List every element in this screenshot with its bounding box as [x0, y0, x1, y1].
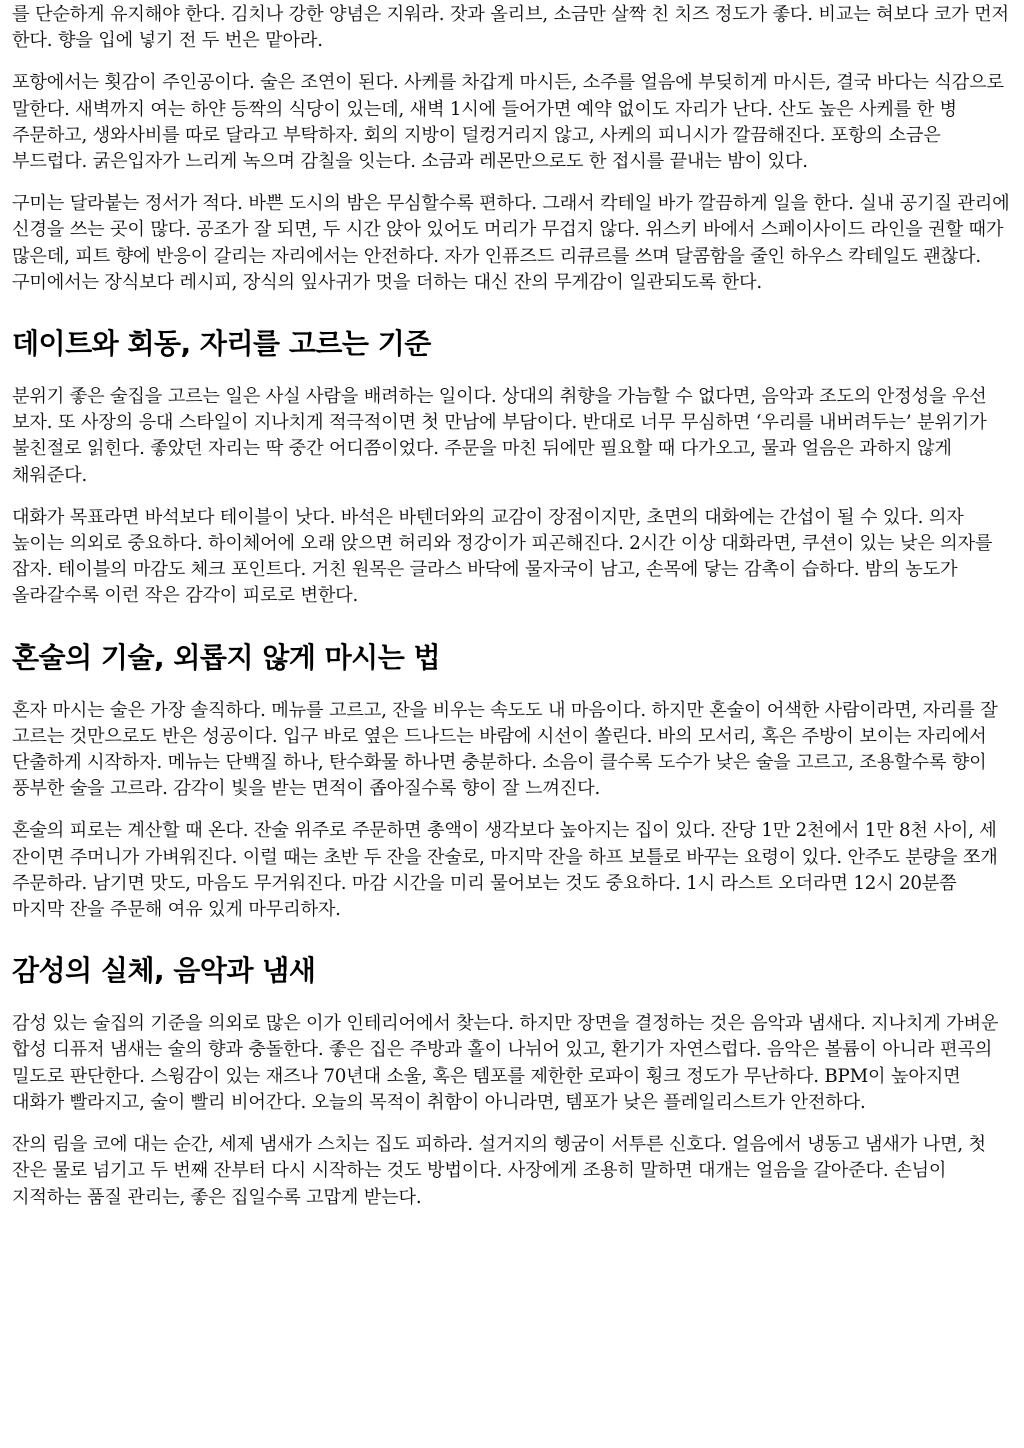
section-heading: 감성의 실체, 음악과 냄새 [12, 954, 316, 988]
section-paragraph: 분위기 좋은 술집을 고르는 일은 사실 사람을 배려하는 일이다. 상대의 취향을 가늠할 수 없다면, 음악과 조도의 안정성을 우선 보자. 또 사장의 응대 스타일이 지나치게 적극적이면 첫 만남에 부담이다. 반대로 너무 무심하면 ‘우리를 내버려두는’ 분위기가 불친절로 읽힌다. 좋았던 자리는 딱 중간 어디쯤이었다. 주문을 마친 뒤에만 필요할 때 다가오고, 물과 얼음은 과하지 않게 채워준다. [12, 386, 987, 486]
section-heading: 데이트와 회동, 자리를 고르는 기준 [12, 327, 431, 361]
section-paragraph: 잔의 림을 코에 대는 순간, 세제 냄새가 스치는 집도 피하라. 설거지의 헹굼이 서투른 신호다. 얼음에서 냉동고 냄새가 나면, 첫 잔은 물로 넘기고 두 번째 잔부터 다시 시작하는 것도 방법이다. 사장에게 조용히 말하면 대개는 얼음을 갈아준다. 손님이 지적하는 품질 관리는, 좋은 집일수록 고맙게 받는다. [12, 1134, 986, 1208]
section-paragraph: 대화가 목표라면 바석보다 테이블이 낫다. 바석은 바텐더와의 교감이 장점이지만, 초면의 대화에는 간섭이 될 수 있다. 의자 높이는 의외로 중요하다. 하이체어에 오래 앉으면 허리와 정강이가 피곤해진다. 2시간 이상 대화라면, 쿠션이 있는 낮은 의자를 잡자. 테이블의 마감도 체크 포인트다. 거친 원목은 글라스 바닥에 물자국이 남고, 손목에 닿는 감촉이 습하다. 밤의 농도가 올라갈수록 이런 작은 감각이 피로로 변한다. [12, 506, 993, 607]
section-date-and-meeting [12, 326, 1010, 610]
section-paragraph: 감성 있는 술집의 기준을 의외로 많은 이가 인테리어에서 찾는다. 하지만 장면을 결정하는 것은 음악과 냄새다. 지나치게 가벼운 합성 디퓨저 냄새는 술의 향과 충돌한다. 좋은 집은 주방과 홀이 나뉘어 있고, 환기가 자연스럽다. 음악은 볼륨이 아니라 편곡의 밀도로 판단한다. 스윙감이 있는 재즈나 70년대 소울, 혹은 템포를 제한한 로파이 횡크 정도가 무난하다. BPM이 높아지면 대화가 빨라지고, 술이 빨리 비어간다. 오늘의 목적이 취함이 아니라면, 템포가 낮은 플레일리스트가 안전하다. [12, 1013, 999, 1113]
section-paragraph: 혼술의 피로는 계산할 때 온다. 잔술 위주로 주문하면 총액이 생각보다 높아지는 집이 있다. 잔당 1만 2천에서 1만 8천 사이, 세 잔이면 주머니가 가벼워진다. 이럴 때는 초반 두 잔을 잔술로, 마지막 잔을 하프 보틀로 바꾸는 요령이 있다. 안주도 분량을 쪼개 주문하라. 남기면 맛도, 마음도 무거워진다. 마감 시간을 미리 물어보는 것도 중요하다. 1시 라스트 오더라면 12시 20분쯤 마지막 잔을 주문해 여유 있게 마무리하자. [12, 820, 998, 921]
intro-paragraph-3: 구미는 달라붙는 정서가 적다. 바쁜 도시의 밤은 무심할수록 편하다. 그래서 칵테일 바가 깔끔하게 일을 한다. 실내 공기질 관리에 신경을 쓰는 곳이 많다. 공조가 잘 되면, 두 시간 앉아 있어도 머리가 무겁지 않다. 위스키 바에서 스페이사이드 라인을 권할 때가 많은데, 피트 향에 반응이 갈리는 자리에서는 안전하다. 자가 인퓨즈드 리큐르를 쓰며 달콤함을 줄인 하우스 칵테일도 괜찮다. 구미에서는 장식보다 레시피, 장식의 잎사귀가 멋을 더하는 대신 잔의 무게감이 일관되도록 한다. [12, 193, 1010, 293]
intro-paragraph-1: 를 단순하게 유지해야 한다. 김치나 강한 양념은 지워라. 잣과 올리브, 소금만 살짝 친 치즈 정도가 좋다. 비교는 혀보다 코가 먼저 한다. 향을 입에 넣기 전 두 번은 맡아라. [12, 4, 1009, 52]
section-paragraph: 혼자 마시는 술은 가장 솔직하다. 메뉴를 고르고, 잔을 비우는 속도도 내 마음이다. 하지만 혼술이 어색한 사람이라면, 자리를 잘 고르는 것만으로도 반은 성공이다. 입구 바로 옆은 드나드는 바람에 시선이 쏠린다. 바의 모서리, 혹은 주방이 보이는 자리에서 단출하게 시작하자. 메뉴는 단백질 하나, 탄수화물 하나면 충분하다. 소음이 클수록 도수가 낮은 술을 고르고, 조용할수록 향이 풍부한 술을 고르라. 감각이 빛을 받는 면적이 좁아질수록 향이 잘 느껴진다. [12, 699, 998, 800]
section-music-and-smell [12, 953, 1010, 1210]
intro-paragraph-2: 포항에서는 횟감이 주인공이다. 술은 조연이 된다. 사케를 차갑게 마시든, 소주를 얼음에 부딪히게 마시든, 결국 바다는 식감으로 말한다. 새벽까지 여는 하얀 등짝의 식당이 있는데, 새벽 1시에 들어가면 예약 없이도 자리가 난다. 산도 높은 사케를 한 병 주문하고, 생와사비를 따로 달라고 부탁하자. 회의 지방이 덜컹거리지 않고, 사케의 피니시가 깔끔해진다. 포항의 소금은 부드럽다. 굵은입자가 느리게 녹으며 감칠을 잇는다. 소금과 레몬만으로도 한 접시를 끝내는 밤이 있다. [12, 72, 1004, 173]
section-heading: 혼술의 기술, 외롭지 않게 마시는 법 [12, 640, 441, 674]
section-solo-drinking [12, 640, 1010, 924]
article-body [12, 2, 1010, 1227]
